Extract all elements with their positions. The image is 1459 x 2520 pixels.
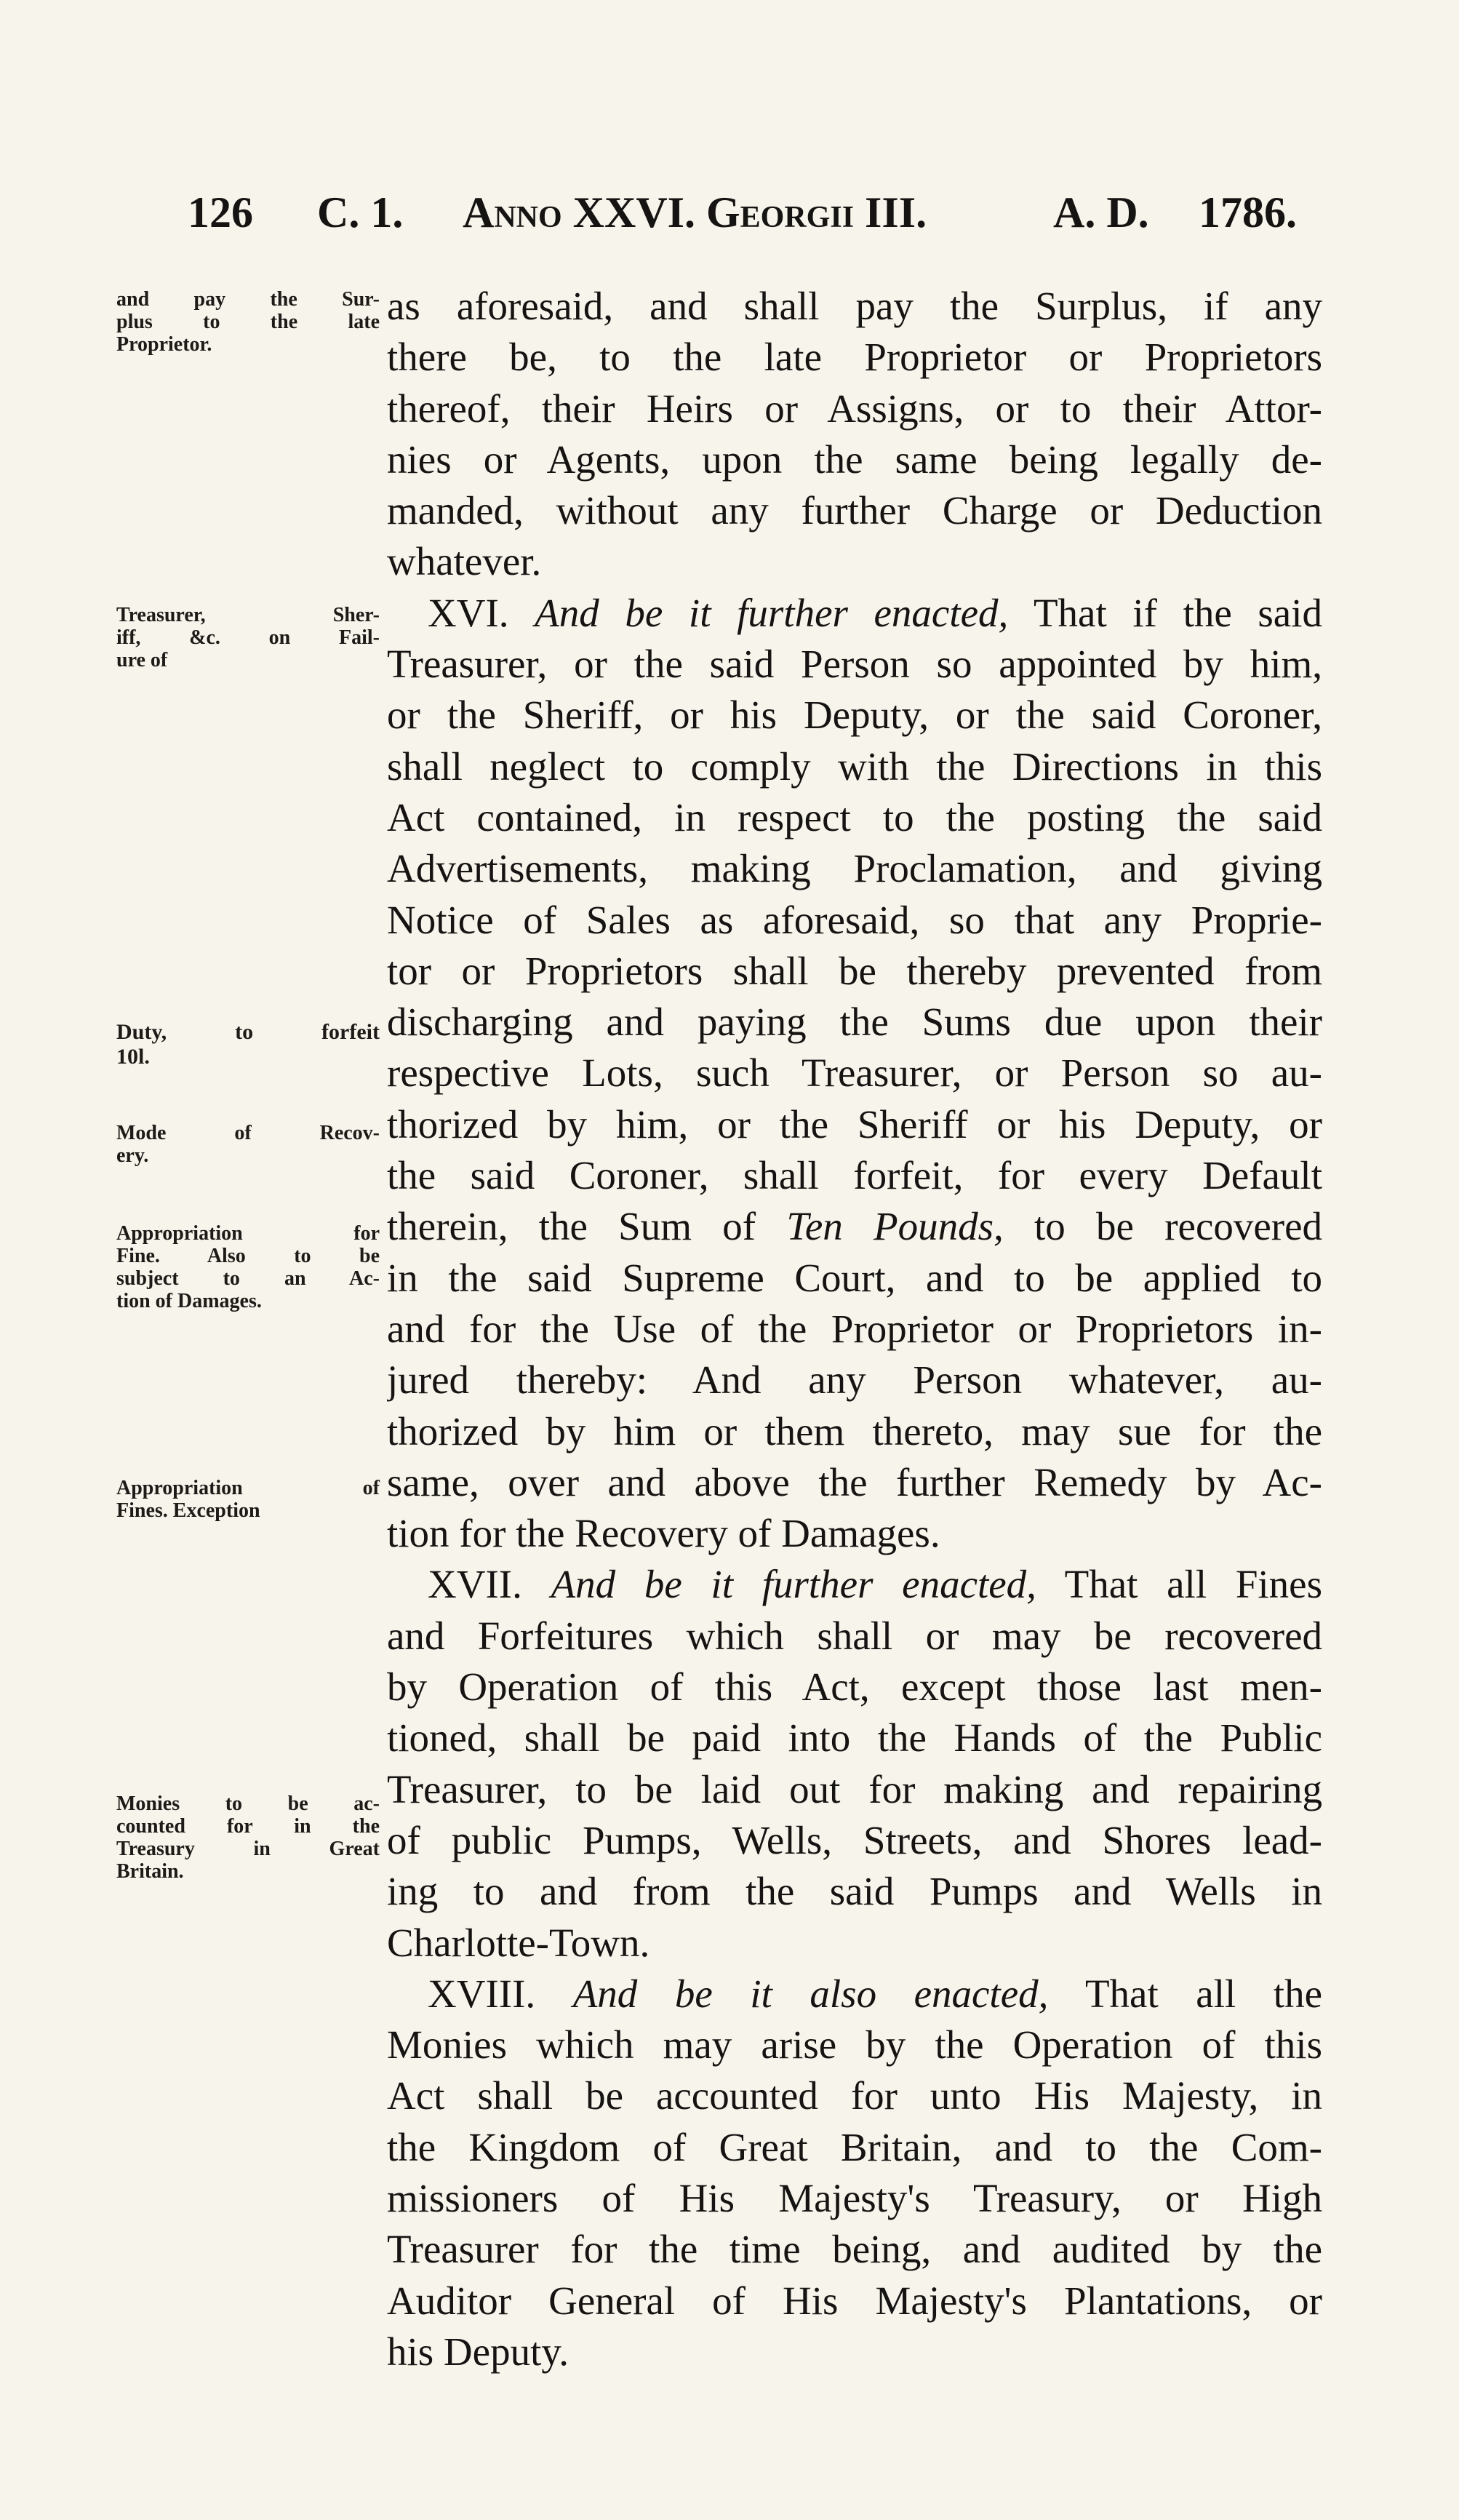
text-line: missioners of His Majesty's Treasury, or High [387, 2175, 1322, 2220]
enacting-clause: And be it also enacted, [572, 1971, 1049, 2016]
text-line: Treasurer, or the said Person so appointed by him, [387, 642, 1322, 687]
text-line: Act contained, in respect to the posting the said [387, 794, 1322, 840]
enacting-clause: And be it further enacted, [535, 590, 1009, 635]
side-note-recovery: Mode of Recov- ery. [116, 1122, 380, 1167]
text-line: and Forfeitures which shall or may be recovered [387, 1613, 1322, 1658]
text-line: thorized by him, or the Sheriff or his Deputy, or [387, 1101, 1322, 1147]
text-line: thorized by him or them thereto, may sue for the [387, 1408, 1322, 1454]
side-note-duty: Duty, to forfeit 10l. [116, 1020, 380, 1069]
text-line: there be, to the late Proprietor or Proprietors [387, 335, 1322, 380]
sum-amount: Ten Pounds, [786, 1204, 1004, 1249]
anno-domini: A. D. [1053, 188, 1149, 236]
text-line: shall neglect to comply with the Directions in this [387, 743, 1322, 789]
text-line: manded, without any further Charge or Deduction [387, 488, 1322, 533]
text-line: tor or Proprietors shall be thereby prevented from [387, 948, 1322, 993]
section-xviii-first-line: XVIII. And be it also enacted, That all the [428, 1971, 1322, 2016]
side-note-failure: Treasurer, Sher- iff, &c. on Fail- ure of [116, 604, 380, 671]
text-line: or the Sheriff, or his Deputy, or the said Coroner, [387, 693, 1322, 738]
text-line: as aforesaid, and shall pay the Surplus, if any [387, 284, 1322, 328]
year: 1786. [1199, 188, 1297, 236]
text-line: tioned, shall be paid into the Hands of the Public [387, 1715, 1322, 1761]
section-xvi-first-line: XVI. And be it further enacted, That if the said [428, 590, 1322, 635]
text-line: Auditor General of His Majesty's Plantations, or [387, 2278, 1322, 2323]
text-line: the Kingdom of Great Britain, and to the Com- [387, 2124, 1322, 2169]
page-number: 126 [188, 188, 253, 236]
text-line: same, over and above the further Remedy by Ac- [387, 1459, 1322, 1504]
section-number: XVI. [428, 590, 509, 635]
text-line: tion for the Recovery of Damages. [387, 1511, 940, 1556]
chapter-number: C. 1. [317, 188, 404, 236]
section-xvii-first-line: XVII. And be it further enacted, That all Fines [428, 1562, 1322, 1607]
text-line: in the said Supreme Court, and to be applied to [387, 1255, 1322, 1300]
text-line: Treasurer for the time being, and audited by the [387, 2227, 1322, 2272]
text-line: thereof, their Heirs or Assigns, or to their Attor- [387, 386, 1322, 431]
text-line: Treasurer, to be laid out for making and repairing [387, 1766, 1322, 1811]
text-line: discharging and paying the Sums due upon their [387, 1000, 1322, 1045]
text-line: Notice of Sales as aforesaid, so that any Proprie- [387, 897, 1322, 942]
text-line: the said Coroner, shall forfeit, for every Default [387, 1153, 1322, 1198]
text-line: whatever. [387, 539, 542, 584]
enacting-clause: And be it further enacted, [551, 1562, 1036, 1607]
regnal-year: Anno XXVI. Georgii III. [463, 188, 927, 236]
running-header [188, 183, 1322, 242]
side-note-monies: Monies to be ac- counted for in the Treasury in Great Britain. [116, 1793, 380, 1883]
text-line: Charlotte-Town. [387, 1920, 650, 1965]
text-line: respective Lots, such Treasurer, or Person so au- [387, 1050, 1322, 1096]
section-number: XVIII. [428, 1971, 536, 2016]
text-line: Advertisements, making Proclamation, and giving [387, 846, 1322, 891]
text-line: by Operation of this Act, except those last men- [387, 1664, 1322, 1710]
text-line: his Deputy. [387, 2329, 569, 2374]
side-note-appropriation-fine: Appropriation for Fine. Also to be subject to an Ac- tion of Damages. [116, 1222, 380, 1312]
side-note-surplus: and pay the Sur- plus to the late Proprietor. [116, 288, 380, 356]
text-line: of public Pumps, Wells, Streets, and Shores lead- [387, 1817, 1322, 1862]
text-line: nies or Agents, upon the same being legally de- [387, 436, 1322, 482]
text-line: and for the Use of the Proprietor or Proprietors in- [387, 1306, 1322, 1351]
text-line-sum: therein, the Sum of Ten Pounds, to be recovered [387, 1204, 1322, 1249]
side-note-appropriation-fines: Appropriation of Fines. Exception [116, 1477, 380, 1522]
text-line: Monies which may arise by the Operation of this [387, 2022, 1322, 2068]
section-number: XVII. [428, 1562, 522, 1607]
text-line: jured thereby: And any Person whatever, au- [387, 1357, 1322, 1403]
text-line: ing to and from the said Pumps and Wells in [387, 1869, 1322, 1914]
body-text [387, 281, 1322, 2377]
text-line: Act shall be accounted for unto His Majesty, in [387, 2073, 1322, 2118]
